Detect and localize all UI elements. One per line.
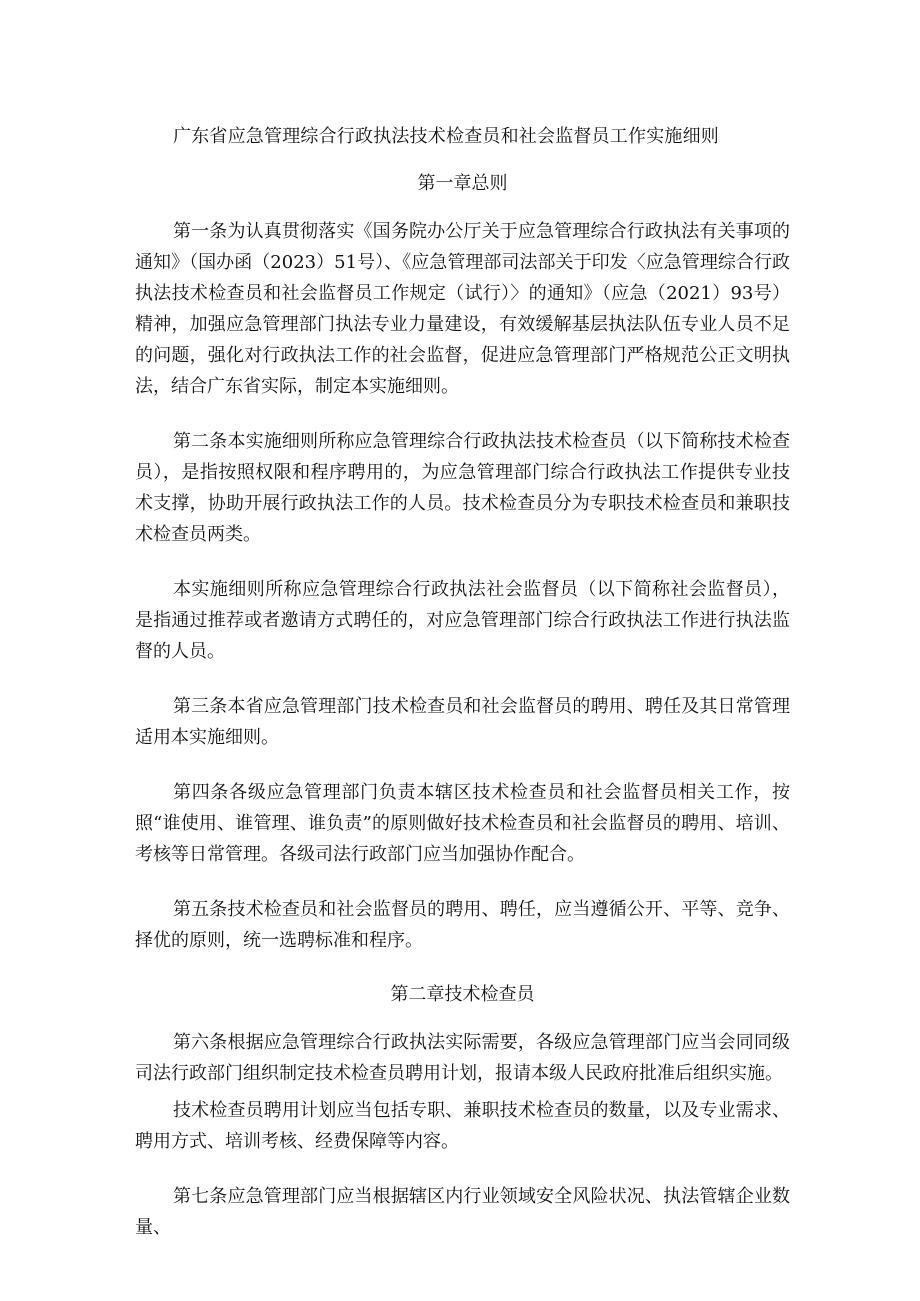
technical-inspector-plan-paragraph: 技术检查员聘用计划应当包括专职、兼职技术检查员的数量，以及专业需求、聘用方式、培训考核、经费保障等内容。 xyxy=(135,1100,790,1152)
document-body xyxy=(135,122,790,1243)
chapter-heading-general-provisions: 第一章总则 xyxy=(417,173,508,194)
chapter-heading-technical-inspectors: 第二章技术检查员 xyxy=(390,984,535,1005)
article-5-paragraph: 第五条技术检查员和社会监督员的聘用、聘任，应当遵循公开、平等、竞争、择优的原则，统一选聘标准和程序。 xyxy=(135,899,790,951)
article-3-paragraph: 第三条本省应急管理部门技术检查员和社会监督员的聘用、聘任及其日常管理适用本实施细则。 xyxy=(135,696,790,748)
social-supervisor-definition-paragraph: 本实施细则所称应急管理综合行政执法社会监督员（以下简称社会监督员），是指通过推荐或者邀请方式聘任的，对应急管理部门综合行政执法工作进行执法监督的人员。 xyxy=(135,579,790,662)
article-4-paragraph: 第四条各级应急管理部门负责本辖区技术检查员和社会监督员相关工作，按照“谁使用、谁管理、谁负责”的原则做好技术检查员和社会监督员的聘用、培训、考核等日常管理。各级司法行政部门应当加强协作配合。 xyxy=(135,782,790,865)
article-1-paragraph: 第一条为认真贯彻落实《国务院办公厅关于应急管理综合行政执法有关事项的通知》（国办函（2023）51号）、《应急管理部司法部关于印发〈应急管理综合行政执法技术检查员和社会监督员工作规定（试行）〉的通知》（应急（2021）93号）精神，加强应急管理部门执法专业力量建设，有效缓解基层执法队伍专业人员不足的问题，强化对行政执法工作的社会监督，促进应急管理部门严格规范公正文明执法，结合广东省实际，制定本实施细则。 xyxy=(135,221,790,397)
document-title: 广东省应急管理综合行政执法技术检查员和社会监督员工作实施细则 xyxy=(173,126,719,147)
article-2-paragraph: 第二条本实施细则所称应急管理综合行政执法技术检查员（以下简称技术检查员），是指按照权限和程序聘用的，为应急管理部门综合行政执法工作提供专业技术支撑，协助开展行政执法工作的人员。技术检查员分为专职技术检查员和兼职技术检查员两类。 xyxy=(135,431,790,545)
article-6-paragraph: 第六条根据应急管理综合行政执法实际需要，各级应急管理部门应当会同同级司法行政部门组织制定技术检查员聘用计划，报请本级人民政府批准后组织实施。 xyxy=(135,1032,790,1084)
article-7-paragraph: 第七条应急管理部门应当根据辖区内行业领域安全风险状况、执法管辖企业数量、 xyxy=(135,1186,790,1238)
